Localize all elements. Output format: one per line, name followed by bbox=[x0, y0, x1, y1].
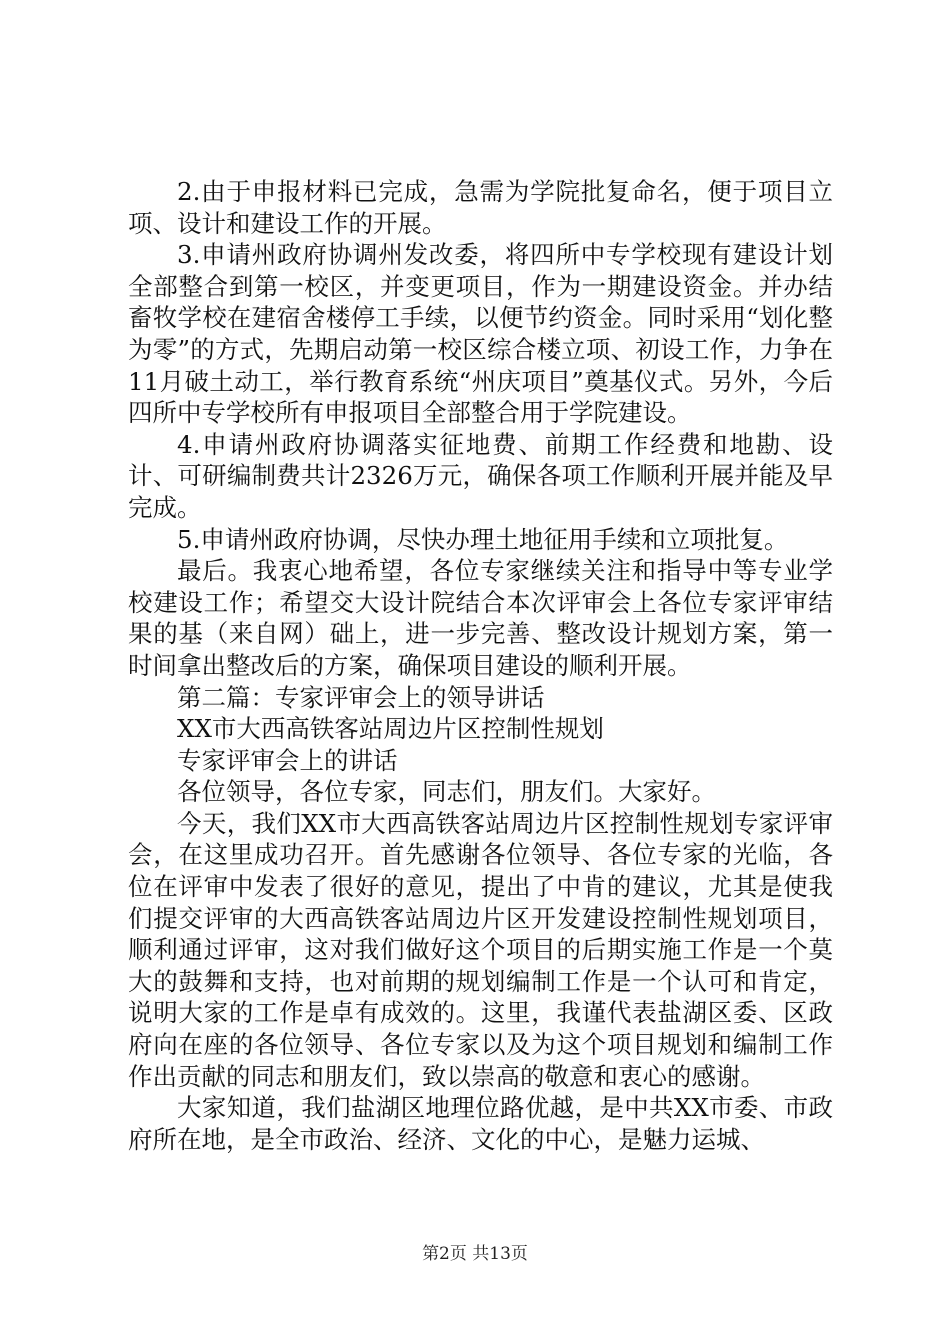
page-number-footer: 第2页 共13页 bbox=[422, 1244, 528, 1264]
paragraph-item-5: 5.申请州政府协调，尽快办理土地征用手续和立项批复。 bbox=[177, 524, 789, 554]
paragraph-item-3: 3.申请州政府协调州发改委，将四所中专学校现有建设计划全部整合到第一校区，并变更项目，作为一期建设资金。并办结畜牧学校在建宿舍楼停工手续，以便节约资金。同时采用“划化整为零”的方式，先期启动第一校区综合楼立项、初设工作，力争在11月破土动工，举行教育系统“州庆项目”奠基仪式。另外，今后四所中专学校所有申报项目全部整合用于学院建设。 bbox=[128, 240, 833, 428]
paragraph-closing: 最后。我衷心地希望，各位专家继续关注和指导中等专业学校建设工作；希望交大设计院结合本次评审会上各位专家评审结果的基（来自网）础上，进一步完善、整改设计规划方案，第一时间拿出整改后的方案，确保项目建设的顺利开展。 bbox=[128, 556, 833, 680]
salutation: 各位领导，各位专家，同志们，朋友们。大家好。 bbox=[177, 777, 716, 807]
speech-paragraph: 大家知道，我们盐湖区地理位路优越，是中共XX市委、市政府所在地，是全市政治、经济、文化的中心，是魅力运城、 bbox=[128, 1093, 833, 1154]
speech-subtitle: 专家评审会上的讲话 bbox=[177, 745, 398, 775]
document-body bbox=[128, 176, 833, 1155]
speech-paragraph: 今天，我们XX市大西高铁客站周边片区控制性规划专家评审会，在这里成功召开。首先感谢各位领导、各位专家的光临，各位在评审中发表了很好的意见，提出了中肯的建议，尤其是使我们提交评审的大西高铁客站周边片区开发建设控制性规划项目，顺利通过评审，这对我们做好这个项目的后期实施工作是一个莫大的鼓舞和支持，也对前期的规划编制工作是一个认可和肯定，说明大家的工作是卓有成效的。这里，我谨代表盐湖区委、区政府向在座的各位领导、各位专家以及为这个项目规划和编制工作作出贡献的同志和朋友们，致以崇高的敬意和衷心的感谢。 bbox=[128, 808, 833, 1091]
paragraph-item-2: 2.由于申报材料已完成，急需为学院批复命名，便于项目立项、设计和建设工作的开展。 bbox=[128, 177, 833, 238]
speech-title: XX市大西高铁客站周边片区控制性规划 bbox=[177, 714, 604, 744]
section-heading: 第二篇：专家评审会上的领导讲话 bbox=[177, 682, 545, 712]
paragraph-item-4: 4.申请州政府协调落实征地费、前期工作经费和地勘、设计、可研编制费共计2326万元，确保各项工作顺利开展并能及早完成。 bbox=[128, 429, 833, 522]
